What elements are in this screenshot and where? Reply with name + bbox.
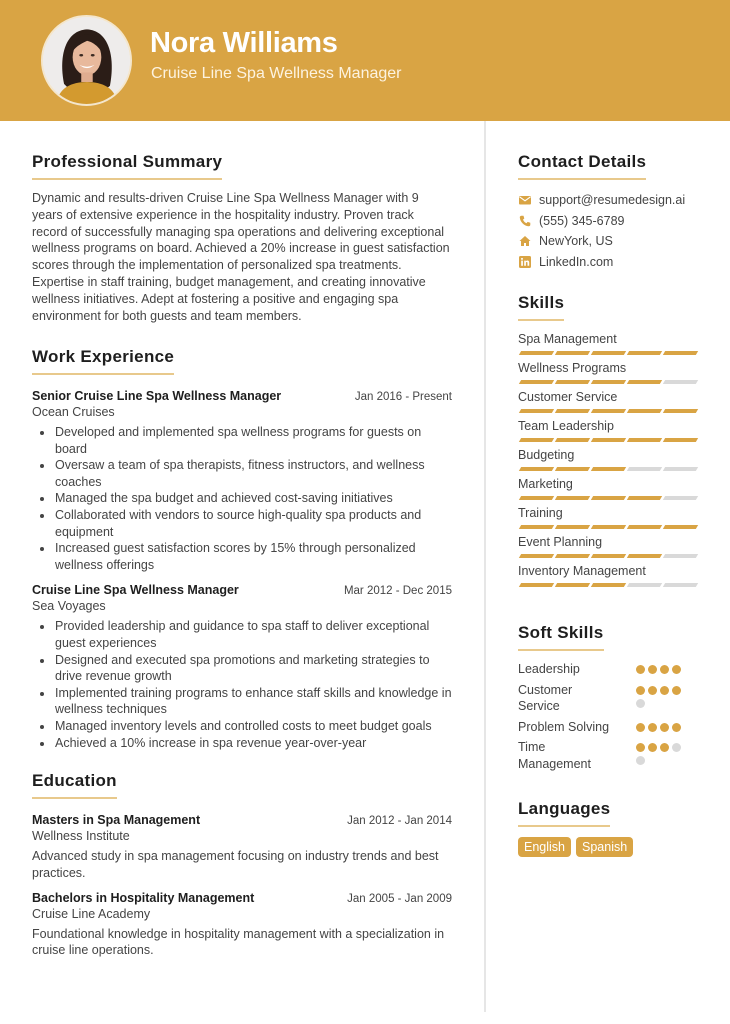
skill-segment-filled <box>627 351 662 355</box>
summary-heading: Professional Summary <box>32 152 222 180</box>
avatar-portrait-icon <box>43 17 130 104</box>
skill-segment-filled <box>591 438 626 442</box>
contact-location-text: NewYork, US <box>539 234 613 249</box>
soft-skill-name: Customer Service <box>518 682 573 713</box>
soft-skill-item <box>518 719 708 736</box>
skill-segment-filled <box>663 438 698 442</box>
rating-dot-filled <box>648 686 657 695</box>
degree-title: Bachelors in Hospitality Management <box>32 890 255 905</box>
candidate-name: Nora Williams <box>150 27 338 59</box>
skill-level-bar <box>518 554 708 558</box>
skill-segment-filled <box>663 525 698 529</box>
skill-level-bar <box>518 583 708 587</box>
language-tag: English <box>518 837 571 857</box>
soft-skill-item <box>518 661 708 678</box>
resume-header <box>0 0 730 121</box>
skill-segment-filled <box>591 467 626 471</box>
home-icon <box>518 235 531 248</box>
rating-dot-filled <box>660 665 669 674</box>
skill-segment-empty <box>663 467 698 471</box>
skill-segment-filled <box>519 554 554 558</box>
skill-segment-filled <box>591 409 626 413</box>
rating-dot-filled <box>672 686 681 695</box>
contact-heading: Contact Details <box>518 152 646 180</box>
rating-dot-filled <box>660 723 669 732</box>
rating-dot-filled <box>672 723 681 732</box>
languages-section <box>518 799 708 857</box>
job-bullet: Collaborated with vendors to source high-quality spa products and equipment <box>32 507 452 540</box>
skill-segment-empty <box>663 380 698 384</box>
skill-segment-filled <box>555 554 590 558</box>
column-divider <box>484 121 486 1012</box>
rating-dot-filled <box>636 743 645 752</box>
skill-name: Spa Management <box>518 332 617 346</box>
contact-location <box>518 231 708 252</box>
skill-segment-filled <box>555 438 590 442</box>
soft-skills-heading: Soft Skills <box>518 623 604 651</box>
job-bullets <box>32 424 452 573</box>
skill-segment-filled <box>519 351 554 355</box>
skill-name: Wellness Programs <box>518 361 627 375</box>
school-name: Cruise Line Academy <box>32 906 151 921</box>
contact-linkedin-text: LinkedIn.com <box>539 255 614 270</box>
language-tag: Spanish <box>576 837 633 857</box>
education-entry <box>32 891 452 960</box>
skill-segment-empty <box>663 583 698 587</box>
skill-item <box>518 360 708 384</box>
soft-skills-section <box>518 623 708 776</box>
job-bullet: Developed and implemented spa wellness programs for guests on board <box>32 424 452 457</box>
skill-segment-filled <box>519 438 554 442</box>
job-bullet: Managed inventory levels and controlled costs to meet budget goals <box>32 718 452 735</box>
skill-segment-filled <box>555 409 590 413</box>
skill-level-bar <box>518 438 708 442</box>
skill-item <box>518 505 708 529</box>
rating-dot-filled <box>648 743 657 752</box>
languages-heading: Languages <box>518 799 610 827</box>
skill-name: Inventory Management <box>518 564 646 578</box>
skill-item <box>518 389 708 413</box>
skill-item <box>518 447 708 471</box>
skill-segment-filled <box>519 496 554 500</box>
skill-segment-filled <box>591 583 626 587</box>
skill-segment-filled <box>555 496 590 500</box>
skill-level-bar <box>518 467 708 471</box>
envelope-icon <box>518 194 531 207</box>
job-bullet: Increased guest satisfaction scores by 15% through personalized wellness offerings <box>32 540 452 573</box>
education-entry <box>32 813 452 882</box>
skill-segment-filled <box>555 467 590 471</box>
experience-heading: Work Experience <box>32 347 174 375</box>
education-description: Advanced study in spa management focusing on industry trends and best practices. <box>32 849 439 880</box>
skill-name: Event Planning <box>518 535 603 549</box>
rating-dot-filled <box>660 743 669 752</box>
soft-skill-rating <box>636 682 688 708</box>
rating-dot-filled <box>636 723 645 732</box>
rating-dot-empty <box>636 756 645 765</box>
skill-segment-empty <box>627 467 662 471</box>
skill-segment-filled <box>555 380 590 384</box>
skill-item <box>518 476 708 500</box>
education-section <box>32 771 452 959</box>
soft-skill-item <box>518 739 708 772</box>
education-date: Jan 2012 - Jan 2014 <box>347 815 452 827</box>
skill-segment-filled <box>519 525 554 529</box>
job-company: Ocean Cruises <box>32 405 115 419</box>
skills-section <box>518 293 708 592</box>
job-bullet: Provided leadership and guidance to spa staff to deliver exceptional guest experiences <box>32 618 452 651</box>
job-bullet: Managed the spa budget and achieved cost-saving initiatives <box>32 490 452 507</box>
candidate-title: Cruise Line Spa Wellness Manager <box>151 65 402 82</box>
job-bullet: Implemented training programs to enhance staff skills and knowledge in wellness techniques <box>32 685 452 718</box>
skill-item <box>518 563 708 587</box>
skill-segment-filled <box>627 525 662 529</box>
job-date: Mar 2012 - Dec 2015 <box>343 585 452 598</box>
contact-section <box>518 152 708 272</box>
summary-text: Dynamic and results-driven Cruise Line Spa Wellness Manager with 9 years of extensive experience in the hospitality industry. Proven track record of successfully managing spa operations and delivering exceptional wellness programs on board. Achieved a 20% increase in guest satisfaction scores through the implementation of personalized spa treatments. Expertise in staff training, budget management, and creating innovative wellness initiatives. Adept at fostering a positive and engaging spa environment for both guests and team members. <box>32 191 450 323</box>
skill-segment-filled <box>627 438 662 442</box>
skills-heading: Skills <box>518 293 564 321</box>
skill-segment-filled <box>627 554 662 558</box>
skill-name: Customer Service <box>518 390 618 404</box>
contact-linkedin[interactable] <box>518 252 708 273</box>
skill-segment-empty <box>663 554 698 558</box>
skill-segment-filled <box>519 409 554 413</box>
education-description: Foundational knowledge in hospitality management with a specialization in cruise line operations. <box>32 926 445 958</box>
skill-item <box>518 331 708 355</box>
education-heading: Education <box>32 771 117 799</box>
linkedin-icon <box>518 256 531 269</box>
skill-segment-filled <box>591 554 626 558</box>
job-bullet: Achieved a 10% increase in spa revenue year-over-year <box>32 735 452 752</box>
skill-segment-filled <box>663 409 698 413</box>
skill-name: Team Leadership <box>518 419 614 433</box>
job-company: Sea Voyages <box>32 599 106 614</box>
skill-segment-filled <box>519 467 554 471</box>
rating-dot-filled <box>648 665 657 674</box>
job-entry <box>32 389 452 573</box>
skill-level-bar <box>518 525 708 529</box>
job-bullet: Designed and executed spa promotions and marketing strategies to drive revenue growth <box>32 652 452 685</box>
job-title: Senior Cruise Line Spa Wellness Manager <box>32 389 282 403</box>
skill-segment-filled <box>555 583 590 587</box>
skill-segment-filled <box>555 525 590 529</box>
skill-segment-filled <box>555 351 590 355</box>
skill-level-bar <box>518 351 708 355</box>
contact-phone-text: (555) 345-6789 <box>539 213 625 228</box>
rating-dot-filled <box>636 686 645 695</box>
school-name: Wellness Institute <box>32 829 130 843</box>
skill-level-bar <box>518 380 708 384</box>
soft-skill-item <box>518 682 708 715</box>
skill-segment-filled <box>591 351 626 355</box>
rating-dot-filled <box>660 686 669 695</box>
skill-segment-empty <box>627 583 662 587</box>
rating-dot-empty <box>636 699 645 708</box>
education-date: Jan 2005 - Jan 2009 <box>347 892 452 905</box>
skill-segment-empty <box>663 496 698 500</box>
soft-skill-rating <box>636 719 688 732</box>
soft-skill-name: Problem Solving <box>518 719 610 734</box>
job-bullets <box>32 618 452 751</box>
contact-phone[interactable] <box>518 211 708 232</box>
skill-name: Marketing <box>518 477 573 491</box>
skill-item <box>518 418 708 442</box>
skill-name: Budgeting <box>518 448 575 462</box>
skill-segment-filled <box>591 380 626 384</box>
rating-dot-empty <box>672 743 681 752</box>
soft-skill-name: Time Management <box>518 740 591 771</box>
contact-email-text: support@resumedesign.ai <box>539 193 686 208</box>
job-entry <box>32 583 452 751</box>
skill-segment-filled <box>627 496 662 500</box>
skill-name: Training <box>518 506 563 520</box>
soft-skill-name: Leadership <box>518 662 580 676</box>
job-bullet: Oversaw a team of spa therapists, fitness instructors, and wellness coaches <box>32 457 452 490</box>
skill-level-bar <box>518 409 708 413</box>
summary-section <box>32 152 452 324</box>
rating-dot-filled <box>672 665 681 674</box>
contact-email[interactable] <box>518 190 708 211</box>
skill-item <box>518 534 708 558</box>
job-date: Jan 2016 - Present <box>354 391 452 403</box>
soft-skill-rating <box>636 661 688 674</box>
experience-section <box>32 347 452 751</box>
profile-photo <box>41 15 132 106</box>
skill-segment-filled <box>627 380 662 384</box>
skill-segment-filled <box>519 380 554 384</box>
soft-skill-rating <box>636 739 688 765</box>
skill-segment-filled <box>519 583 554 587</box>
skill-segment-filled <box>663 351 698 355</box>
degree-title: Masters in Spa Management <box>32 813 201 827</box>
skill-segment-filled <box>591 525 626 529</box>
rating-dot-filled <box>648 723 657 732</box>
skill-segment-filled <box>591 496 626 500</box>
phone-icon <box>518 214 531 227</box>
skill-segment-filled <box>627 409 662 413</box>
job-title: Cruise Line Spa Wellness Manager <box>32 583 239 598</box>
rating-dot-filled <box>636 665 645 674</box>
skill-level-bar <box>518 496 708 500</box>
